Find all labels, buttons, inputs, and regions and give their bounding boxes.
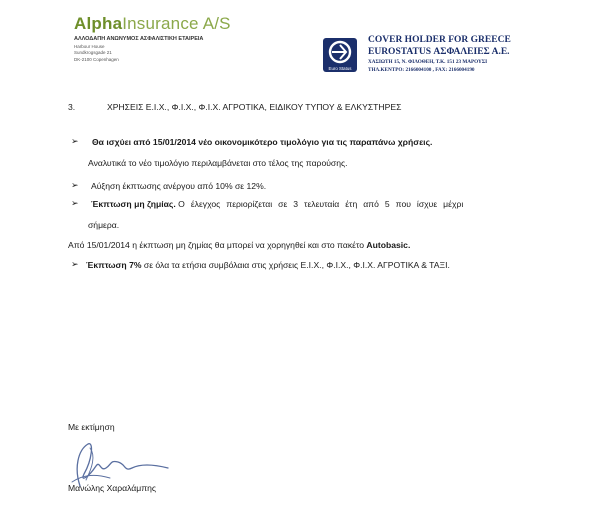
bullet-1-text: Θα ισχύει από 15/01/2014 νέο οικονομικότερο τιμολόγιο για τις παραπάνω χρήσεις. xyxy=(92,137,433,147)
section-heading: ΧΡΗΣΕΙΣ Ε.Ι.Χ., Φ.Ι.Χ., Φ.Ι.Χ. ΑΓΡΟΤΙΚΑ, ΕΙΔΙΚΟΥ ΤΥΠΟΥ & ΕΛΚΥΣΤΗΡΕΣ xyxy=(107,102,402,112)
alpha-address-line: Sundkrogsgade 21 xyxy=(74,50,112,56)
bullet-arrow-icon: ➢ xyxy=(71,136,79,146)
autobasic-bold: Autobasic. xyxy=(366,240,411,250)
logo-insurance-text: Insurance xyxy=(122,14,199,33)
alpha-insurance-logo xyxy=(74,14,231,34)
discount-rest: σε όλα τα ετήσια συμβόλαια στις χρήσεις Ε.Ι.Χ., Φ.Ι.Χ., Φ.Ι.Χ. ΑΓΡΟΤΙΚΑ & ΤΑΞΙ. xyxy=(141,260,450,270)
cover-holder-title: COVER HOLDER FOR GREECE xyxy=(368,35,511,45)
bullet-arrow-icon: ➢ xyxy=(71,198,79,208)
closing-regards: Με εκτίμηση xyxy=(68,422,115,432)
eurostatus-phones: ΤΗΛ.ΚΕΝΤΡΟ: 2166004100 , FAX: 2166004190 xyxy=(368,67,475,73)
alpha-address xyxy=(74,44,119,63)
autobasic-paragraph-text: Από 15/01/2014 η έκπτωση μη ζημίας θα μπορεί να χορηγηθεί και στο πακέτο xyxy=(68,240,367,250)
section-number: 3. xyxy=(68,102,76,112)
logo-alpha-text: Alpha xyxy=(74,14,123,33)
bullet-2-text: Αύξηση έκπτωσης ανέργου από 10% σε 12%. xyxy=(91,181,267,191)
bullet-3-bold: Έκπτωση μη ζημίας. xyxy=(91,199,176,209)
alpha-address-line: Harbour House xyxy=(74,44,105,49)
bullet-3-rest: Ο έλεγχος περιορίζεται σε 3 τελευταία έτη από 5 που ίσχυε μέχρι xyxy=(178,199,464,209)
autobasic-paragraph xyxy=(68,240,410,250)
discount-bullet-text xyxy=(86,260,450,270)
bullet-arrow-icon: ➢ xyxy=(71,259,79,269)
bullet-3-text xyxy=(91,199,463,209)
bullet-3-continuation: σήμερα. xyxy=(88,220,120,230)
bullet-arrow-icon: ➢ xyxy=(71,180,79,190)
alpha-address-line: DK-2100 Copenhagen xyxy=(74,56,119,62)
eurostatus-logo-text: Euro Status xyxy=(328,66,352,71)
signer-name: Μανώλης Χαραλάμπης xyxy=(68,483,157,493)
eurostatus-address: ΧΑΣΙΩΤΗ 15, Ν. ΦΙΛΟΘΕΗ, Τ.Κ. 151 23 ΜΑΡΟΥΣΙ xyxy=(368,59,488,65)
discount-bold: Έκπτωση 7% xyxy=(86,260,142,270)
bullet-1-continuation: Αναλυτικά το νέο τιμολόγιο περιλαμβάνεται στο τέλος της παρούσης. xyxy=(88,158,348,168)
alpha-subtitle: ΑΛΛΟΔΑΠΗ ΑΝΩΝΥΜΟΣ ΑΣΦΑΛΙΣΤΙΚΗ ΕΤΑΙΡΕΙΑ xyxy=(74,36,204,42)
eurostatus-company-name: EUROSTATUS ΑΣΦΑΛΕΙΕΣ Α.Ε. xyxy=(368,47,510,57)
eurostatus-logo-icon xyxy=(322,37,358,73)
logo-as-text: A/S xyxy=(198,14,231,33)
